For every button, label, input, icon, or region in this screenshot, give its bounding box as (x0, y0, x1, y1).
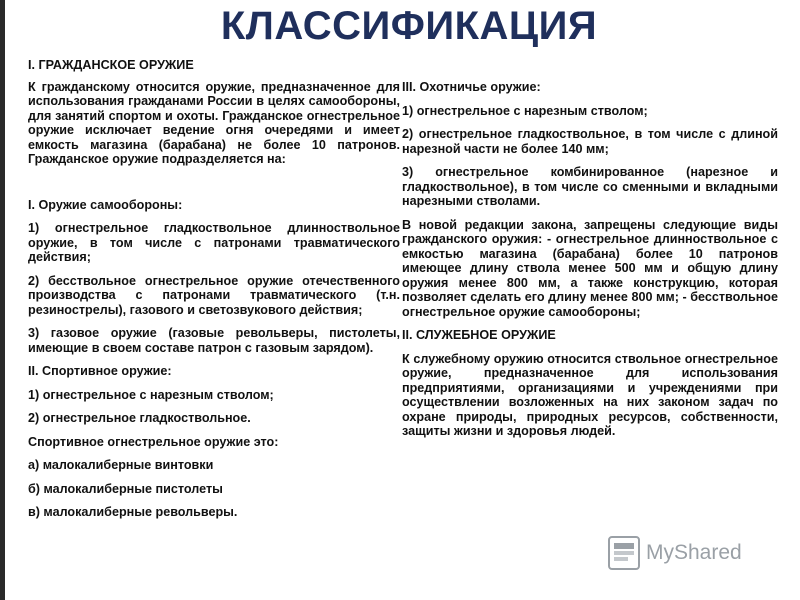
right-column (402, 80, 778, 448)
paragraph-new-law: В новой редакции закона, запрещены следующие виды гражданского оружия: - огнестрельное длинноствольное с емкостью магазина (барабана) более 10 патронов имеющее длину ствола менее 500 мм и общую длину оружия менее 800 мм, а также конструкцию, которая позволяет сделать его длину менее 800 мм; - бесствольное огнестрельное оружие самообороны; (402, 217, 778, 319)
section-heading-civil: I. ГРАЖДАНСКОЕ ОРУЖИЕ (28, 58, 194, 72)
paragraph-civil-definition: К гражданскому относится оружие, предназначенное для использования гражданами России в целях самообороны, для занятий спортом и охоты. Гражданское огнестрельное оружие исключает ведение огня очередями и имеет емкость магазина (барабана) не более 10 патронов. Гражданское оружие подразделяется на: (28, 79, 400, 166)
myshared-watermark-text: MyShared (646, 541, 742, 564)
subheading-sport: II. Спортивное оружие: (28, 364, 172, 378)
sport-type-b: б) малокалиберные пистолеты (28, 481, 223, 496)
list-item-hunting-2: 2) огнестрельное гладкоствольное, в том числе с длиной нарезной части не более 140 мм; (402, 127, 778, 156)
list-item-self-defense-1: 1) огнестрельное гладкоствольное длинноствольное оружие, в том числе с патронами травматического действия; (28, 221, 400, 264)
list-item-hunting-3: 3) огнестрельное комбинированное (нарезное и гладкоствольное), в том числе со сменными и вкладными нарезными стволами. (402, 165, 778, 208)
list-item-hunting-1: 1) огнестрельное с нарезным стволом; (402, 103, 648, 118)
myshared-watermark (608, 536, 742, 570)
sport-types-intro: Спортивное огнестрельное оружие это: (28, 434, 279, 449)
list-item-sport-1: 1) огнестрельное с нарезным стволом; (28, 387, 274, 402)
subheading-self-defense: I. Оружие самообороны: (28, 197, 183, 212)
left-accent-bar (0, 0, 5, 600)
subheading-hunting: III. Охотничье оружие: (402, 80, 541, 94)
myshared-logo-icon (608, 536, 640, 570)
paragraph-service-definition: К служебному оружию относится ствольное огнестрельное оружие, предназначенное для использования предприятиями, организациями и учреждениями при осуществлении возложенных на них законом задач по охране природы, природных ресурсов, собственности, защиты жизни и здоровья людей. (402, 351, 778, 438)
section-heading-service: II. СЛУЖЕБНОЕ ОРУЖИЕ (402, 328, 556, 342)
slide-title: КЛАССИФИКАЦИЯ (220, 4, 598, 48)
list-item-sport-2: 2) огнестрельное гладкоствольное. (28, 411, 251, 425)
sport-type-c: в) малокалиберные револьверы. (28, 505, 238, 519)
list-item-self-defense-3: 3) газовое оружие (газовые револьверы, пистолеты, имеющие в своем составе патрон с газовым зарядом). (28, 326, 400, 355)
left-column (28, 58, 400, 529)
list-item-self-defense-2: 2) бесствольное огнестрельное оружие отечественного производства с патронами травматического (т.н. резинострелы), газового и светозвукового действия; (28, 273, 400, 317)
sport-type-a: а) малокалиберные винтовки (28, 458, 214, 472)
